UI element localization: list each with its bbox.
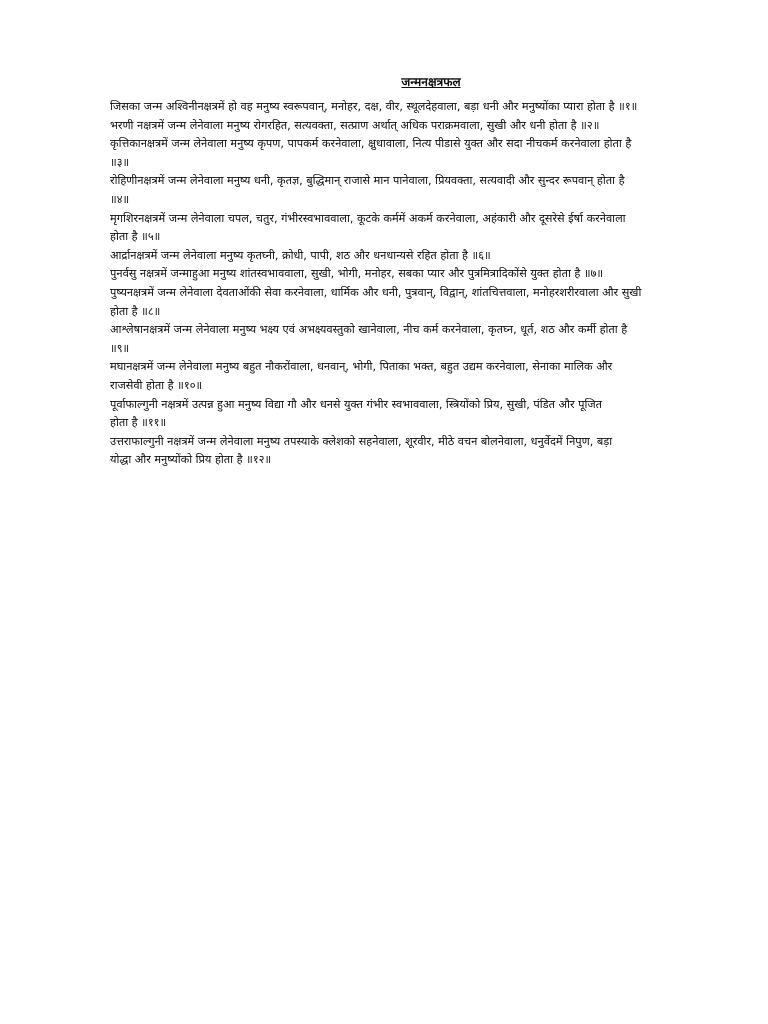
verse-line: राजसेवी होता है ॥१०॥ bbox=[110, 378, 203, 392]
verse-paragraph bbox=[110, 265, 712, 284]
verse-line: होता है ॥५॥ bbox=[110, 230, 161, 244]
verse-line: होता है ॥८॥ bbox=[110, 304, 161, 318]
verse-line: योद्धा और मनुष्योंको प्रिय होता है ॥१२॥ bbox=[110, 453, 272, 467]
verse-line: आर्द्रानक्षत्रमें जन्म लेनेवाला मनुष्य कृतघ्नी, क्रोधी, पापी, शठ और धनधान्यसे रहित होता है ॥६॥ bbox=[110, 248, 491, 262]
verse-line: ॥३॥ bbox=[110, 155, 130, 169]
verse-paragraph bbox=[110, 433, 712, 470]
document-page bbox=[110, 74, 712, 470]
verse-line: मृगशिरनक्षत्रमें जन्म लेनेवाला चपल, चतुर, गंभीरस्वभाववाला, कूटके कर्ममें अकर्म करनेवाला, अहंकारी और दूसरेसे ईर्षा करनेवाला bbox=[110, 211, 626, 225]
verse-paragraph bbox=[110, 358, 712, 395]
verse-paragraph bbox=[110, 117, 712, 136]
verse-paragraph bbox=[110, 396, 712, 433]
verse-line: आश्लेषानक्षत्रमें जन्म लेनेवाला मनुष्य भक्ष्य एवं अभक्ष्यवस्तुको खानेवाला, नीच कर्म करनेवाला, कृतघ्न, धूर्त, शठ और कर्मी होता है bbox=[110, 323, 628, 337]
verse-line: भरणी नक्षत्रमें जन्म लेनेवाला मनुष्य रोगरहित, सत्यवक्ता, सत्प्राण अर्थात् अधिक पराक्रमवाला, सुखी और धनी होता है ॥२॥ bbox=[110, 118, 600, 132]
verse-paragraph bbox=[110, 210, 712, 247]
verse-line: होता है ॥११॥ bbox=[110, 416, 167, 430]
verse-line: रोहिणीनक्षत्रमें जन्म लेनेवाला मनुष्य धनी, कृतज्ञ, बुद्धिमान् राजासे मान पानेवाला, प्रियवक्ता, सत्यवादी और सुन्दर रूपवान् होता है bbox=[110, 174, 625, 188]
page-title: जन्मनक्षत्रफल bbox=[401, 75, 461, 89]
verse-paragraph bbox=[110, 172, 712, 209]
verse-paragraph bbox=[110, 135, 712, 172]
verse-paragraph bbox=[110, 321, 712, 358]
verse-line: पुनर्वसु नक्षत्रमें जन्माहुआ मनुष्य शांतस्वभाववाला, सुखी, भोगी, मनोहर, सबका प्यार और पुत्रमित्रादिकोंसे युक्त होता है ॥७॥ bbox=[110, 267, 604, 281]
verse-paragraph bbox=[110, 247, 712, 266]
verse-paragraph bbox=[110, 98, 712, 117]
verse-line: ॥४॥ bbox=[110, 192, 130, 206]
verse-line: पूर्वाफाल्गुनी नक्षत्रमें उत्पन्न हुआ मनुष्य विद्या गौ और धनसे युक्त गंभीर स्वभाववाला, स्त्रियोंको प्रिय, सुखी, पंडित और पूजित bbox=[110, 397, 603, 411]
verse-line: ॥९॥ bbox=[110, 341, 130, 355]
verse-line: उत्तराफाल्गुनी नक्षत्रमें जन्म लेनेवाला मनुष्य तपस्याके क्लेशको सहनेवाला, शूरवीर, मीठे वचन बोलनेवाला, धनुर्वेदमें निपुण, बड़ा bbox=[110, 434, 613, 448]
verse-line: मघानक्षत्रमें जन्म लेनेवाला मनुष्य बहुत नौकरोंवाला, धनवान्, भोगी, पिताका भक्त, बहुत उद्यम करनेवाला, सेनाका मालिक और bbox=[110, 360, 613, 374]
verse-line: पुष्यनक्षत्रमें जन्म लेनेवाला देवताओंकी सेवा करनेवाला, धार्मिक और धनी, पुत्रवान्, विद्वान्, शांतचित्तवाला, मनोहरशरीरवाला और सुखी bbox=[110, 285, 642, 299]
entries-list bbox=[110, 98, 712, 470]
verse-line: जिसका जन्म अश्विनीनक्षत्रमें हो वह मनुष्य स्वरूपवान्, मनोहर, दक्ष, वीर, स्थूलदेहवाला, बड़ा धनी और मनुष्योंका प्यारा होता है ॥१॥ bbox=[110, 100, 638, 113]
verse-line: कृत्तिकानक्षत्रमें जन्म लेनेवाला मनुष्य कृपण, पापकर्म करनेवाला, क्षुधावाला, नित्य पीडासे युक्त और सदा नीचकर्म करनेवाला होता है bbox=[110, 137, 632, 151]
verse-paragraph bbox=[110, 284, 712, 321]
